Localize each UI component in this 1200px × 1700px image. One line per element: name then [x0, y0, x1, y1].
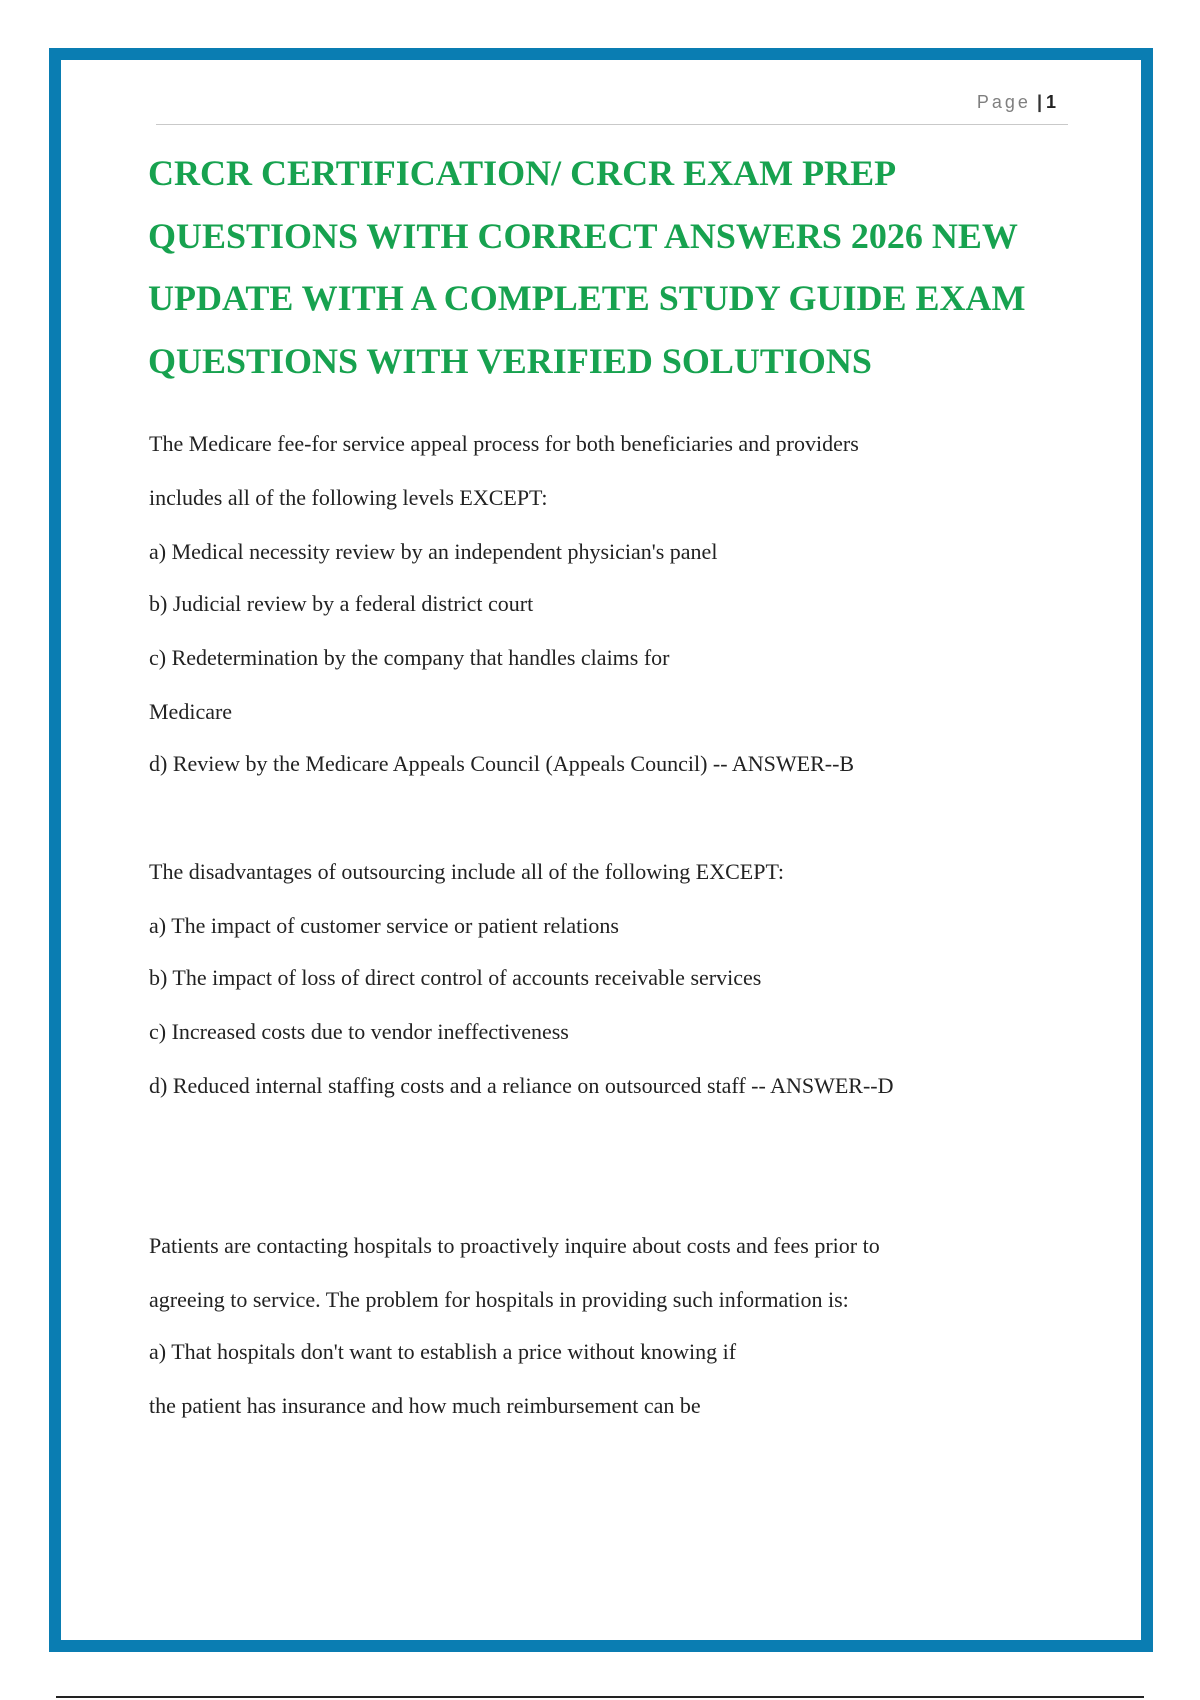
q3-line-1: Patients are contacting hospitals to proactively inquire about costs and fees prior to [149, 1233, 880, 1258]
page-header [156, 84, 1068, 125]
document-title: CRCR CERTIFICATION/ CRCR EXAM PREP QUESTIONS WITH CORRECT ANSWERS 2026 NEW UPDATE WITH A COMPLETE STUDY GUIDE EXAM QUESTIONS WITH VERIFIED SOLUTIONS [148, 153, 1026, 381]
q1-option-c: c) Redetermination by the company that handles claims for [149, 645, 670, 670]
page-number: 1 [1045, 92, 1056, 112]
q2-option-b: b) The impact of loss of direct control of accounts receivable services [149, 965, 762, 990]
q1-option-a: a) Medical necessity review by an independent physician's panel [149, 539, 718, 564]
page-bottom-rule [56, 1696, 1144, 1698]
q1-option-d-answer: d) Review by the Medicare Appeals Council (Appeals Council) -- ANSWER--B [149, 751, 855, 776]
q2-option-a: a) The impact of customer service or patient relations [149, 913, 619, 938]
q3-line-2: agreeing to service. The problem for hospitals in providing such information is: [149, 1287, 849, 1312]
q2-option-d-answer: d) Reduced internal staffing costs and a reliance on outsourced staff -- ANSWER--D [149, 1073, 894, 1098]
q1-line-1: The Medicare fee-for service appeal process for both beneficiaries and providers [149, 431, 859, 456]
page-separator: | [1036, 92, 1042, 112]
page-number-indicator [977, 92, 1056, 113]
q1-option-c-cont: Medicare [149, 699, 233, 724]
q2-line-1: The disadvantages of outsourcing include all of the following EXCEPT: [149, 859, 784, 884]
page-label: Page [976, 92, 1031, 112]
q1-option-b: b) Judicial review by a federal district court [149, 591, 534, 616]
q1-line-2: includes all of the following levels EXCEPT: [149, 485, 548, 510]
page-frame [49, 48, 1153, 1652]
q3-option-a: a) That hospitals don't want to establish a price without knowing if [149, 1339, 737, 1364]
q2-option-c: c) Increased costs due to vendor ineffectiveness [149, 1019, 569, 1044]
q3-option-a-cont: the patient has insurance and how much reimbursement can be [149, 1393, 701, 1418]
